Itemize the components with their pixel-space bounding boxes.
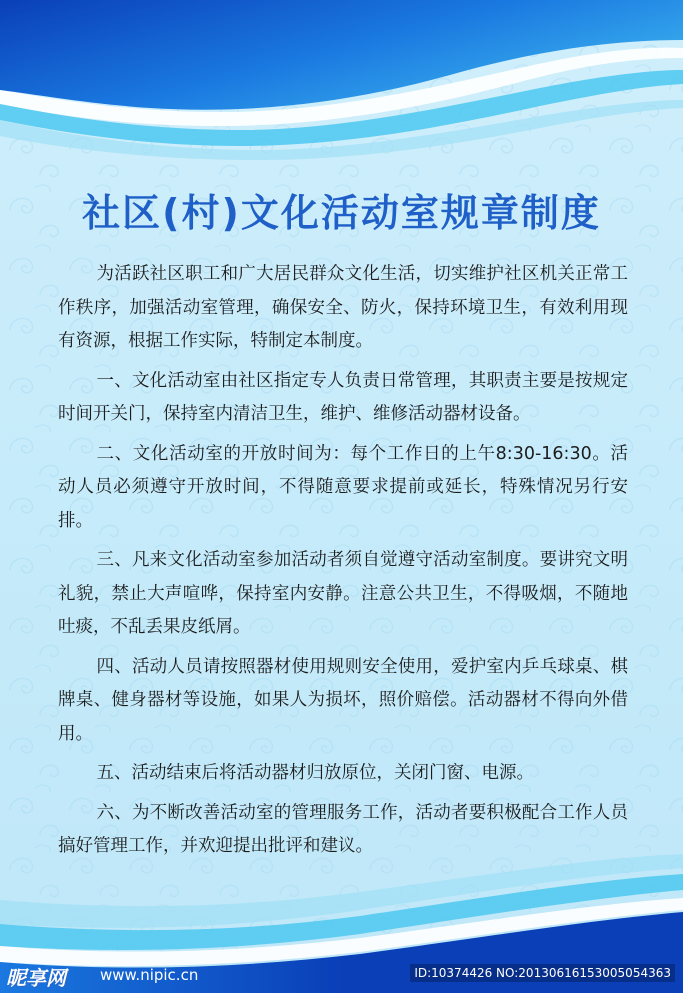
rule-6-paragraph: 六、为不断改善活动室的管理服务工作，活动者要积极配合工作人员搞好管理工作，并欢迎提出批评和建议。 (58, 802, 628, 856)
rule-1-paragraph: 一、文化活动室由社区指定专人负责日常管理，其职责主要是按规定时间开关门，保持室内清洁卫生，维护、维修活动器材设备。 (58, 370, 628, 424)
rule-4-paragraph: 四、活动人员请按照器材使用规则安全使用，爱护室内乒乓球桌、棋牌桌、健身器材等设施，如果人为损坏，照价赔偿。活动器材不得向外借用。 (58, 656, 628, 744)
image-id-watermark: ID:10374426 NO:20130616153005054363 (410, 964, 675, 982)
nipic-watermark-logo: 昵享网 (6, 966, 66, 990)
rule-2-paragraph: 二、文化活动室的开放时间为：每个工作日的上午8:30-16:30。活动人员必须遵守开放时间，不得随意要求提前或延长，特殊情况另行安排。 (58, 443, 628, 531)
intro-paragraph: 为活跃社区职工和广大居民群众文化生活，切实维护社区机关正常工作秩序，加强活动室管理，确保安全、防火，保持环境卫生，有效利用现有资源，根据工作实际，特制定本制度。 (58, 264, 628, 351)
rule-3-paragraph: 三、凡来文化活动室参加活动者须自觉遵守活动室制度。要讲究文明礼貌，禁止大声喧哗，保持室内安静。注意公共卫生，不得吸烟，不随地吐痰，不乱丢果皮纸屑。 (58, 550, 628, 637)
rule-5-paragraph: 五、活动结束后将活动器材归放原位，关闭门窗、电源。 (96, 763, 534, 783)
top-wave-decoration (0, 0, 683, 160)
regulation-body (58, 258, 628, 870)
page-title: 社区(村)文化活动室规章制度 (82, 191, 601, 235)
nipic-watermark-url: www.nipic.cn (100, 966, 199, 984)
